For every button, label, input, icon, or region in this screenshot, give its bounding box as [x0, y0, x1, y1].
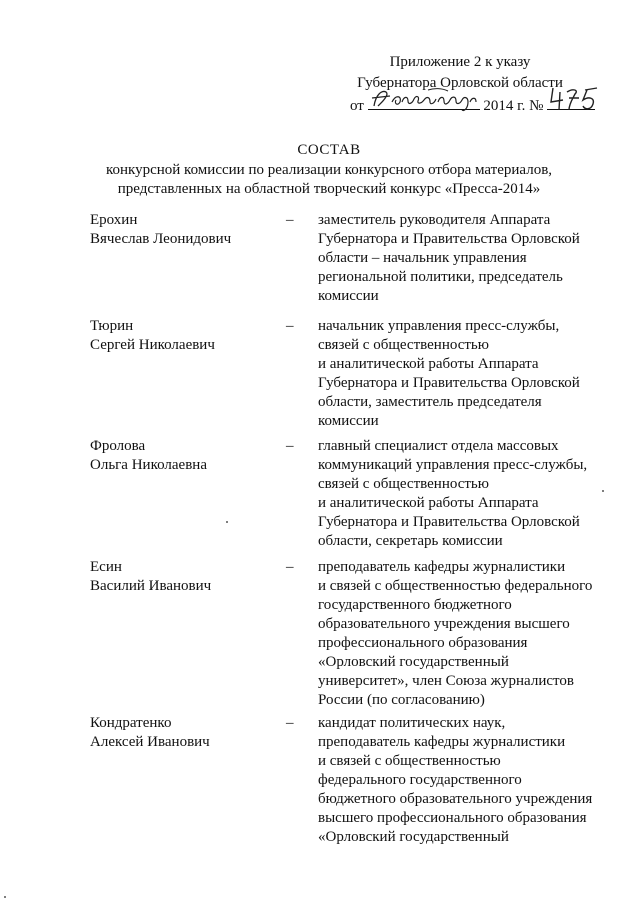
description-line: бюджетного образовательного учреждения [318, 791, 593, 807]
member-given-names: Василий Иванович [90, 578, 212, 594]
date-year-number: 2014 г. № [483, 98, 544, 114]
member-surname: Кондратенко [90, 715, 172, 731]
description-line: преподаватель кафедры журналистики [318, 734, 566, 750]
description-line: «Орловский государственный [318, 654, 509, 670]
description-line: преподаватель кафедры журналистики [318, 559, 566, 575]
member-name [90, 714, 280, 752]
appendix-line-2: Губернатора Орловской области [357, 75, 563, 91]
description-line: комиссии [318, 413, 379, 429]
description-line: коммуникаций управления пресс-службы, [318, 457, 588, 473]
description-line: образовательного учреждения высшего [318, 616, 570, 632]
member-given-names: Вячеслав Леонидович [90, 231, 232, 247]
scan-speck [226, 521, 228, 523]
member-given-names: Сергей Николаевич [90, 337, 215, 353]
description-line: и аналитической работы Аппарата [318, 495, 539, 511]
member-surname: Есин [90, 559, 122, 575]
member-surname: Фролова [90, 438, 146, 454]
member-given-names: Ольга Николаевна [90, 457, 207, 473]
description-line: университет», член Союза журналистов [318, 673, 574, 689]
description-line: начальник управления пресс-службы, [318, 318, 560, 334]
member-dash: – [286, 438, 294, 454]
title-line-2: представленных на областной творческий конкурс «Пресса-2014» [117, 181, 541, 197]
member-dash: – [286, 212, 294, 228]
member-description [318, 317, 608, 431]
description-line: области – начальник управления [318, 250, 527, 266]
description-line: связей с общественностью [318, 337, 489, 353]
scan-speck [602, 490, 604, 492]
description-line: региональной политики, председатель [318, 269, 563, 285]
description-line: России (по согласованию) [318, 692, 485, 708]
description-line: Губернатора и Правительства Орловской [318, 231, 580, 247]
member-name [90, 317, 280, 355]
document-title-block [80, 141, 578, 199]
document-title: СОСТАВ [297, 142, 361, 158]
description-line: профессионального образования [318, 635, 528, 651]
number-field [547, 94, 595, 110]
description-line: кандидат политических наук, [318, 715, 506, 731]
member-dash: – [286, 715, 294, 731]
scan-speck [4, 896, 6, 898]
date-field [368, 94, 480, 110]
date-prefix: от [350, 98, 364, 114]
member-name [90, 211, 280, 249]
description-line: и связей с общественностью федерального [318, 578, 593, 594]
member-description [318, 558, 608, 710]
member-name [90, 558, 280, 596]
appendix-header [330, 52, 590, 117]
description-line: связей с общественностью [318, 476, 489, 492]
member-description [318, 714, 608, 847]
description-line: области, заместитель председателя [318, 394, 542, 410]
member-dash: – [286, 559, 294, 575]
description-line: высшего профессионального образования [318, 810, 587, 826]
description-line: и связей с общественностью [318, 753, 501, 769]
description-line: Губернатора и Правительства Орловской [318, 514, 580, 530]
description-line: государственного бюджетного [318, 597, 512, 613]
description-line: главный специалист отдела массовых [318, 438, 559, 454]
member-given-names: Алексей Иванович [90, 734, 210, 750]
description-line: области, секретарь комиссии [318, 533, 503, 549]
description-line: Губернатора и Правительства Орловской [318, 375, 580, 391]
description-line: и аналитической работы Аппарата [318, 356, 539, 372]
description-line: «Орловский государственный [318, 829, 509, 845]
appendix-line-1: Приложение 2 к указу [389, 54, 531, 70]
member-dash: – [286, 318, 294, 334]
description-line: заместитель руководителя Аппарата [318, 212, 551, 228]
title-line-1: конкурсной комиссии по реализации конкурсного отбора материалов, [105, 162, 553, 178]
member-surname: Ерохин [90, 212, 138, 228]
member-name [90, 437, 280, 475]
appendix-date-line [330, 94, 590, 117]
member-description [318, 211, 608, 306]
description-line: комиссии [318, 288, 379, 304]
member-surname: Тюрин [90, 318, 134, 334]
description-line: федерального государственного [318, 772, 522, 788]
member-description [318, 437, 608, 551]
